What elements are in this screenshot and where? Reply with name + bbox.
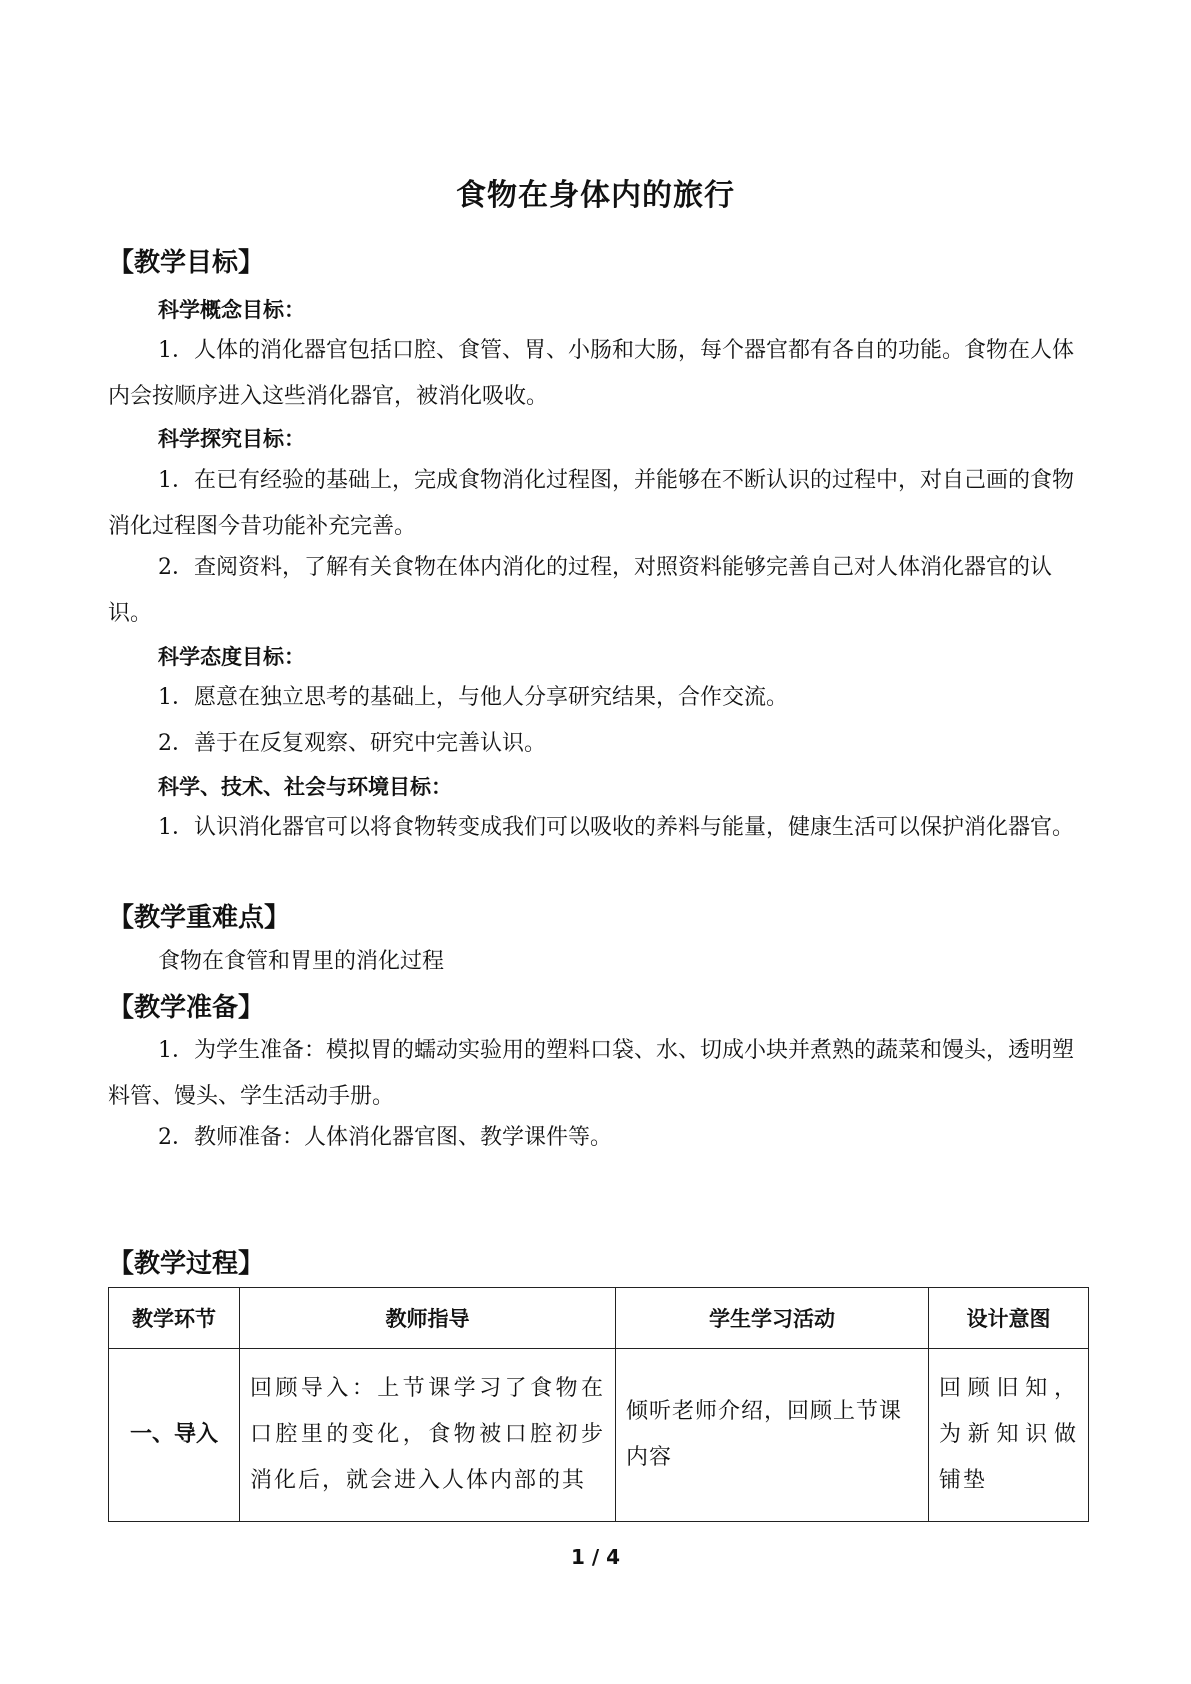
page-number: 1 / 4 xyxy=(570,1545,621,1569)
section-heading-process: 【教学过程】 xyxy=(108,1249,265,1279)
section-heading-objectives: 【教学目标】 xyxy=(108,248,265,278)
document-title: 食物在身体内的旅行 xyxy=(456,178,735,213)
concept-item-1: 1．人体的消化器官包括口腔、食管、胃、小肠和大肠，每个器官都有各自的功能。食物在人体内会按顺序进入这些消化器官，被消化吸收。 xyxy=(108,338,1075,409)
attitude-item-1: 1．愿意在独立思考的基础上，与他人分享研究结果，合作交流。 xyxy=(158,685,788,710)
inquiry-item-2: 2．查阅资料，了解有关食物在体内消化的过程，对照资料能够完善自己对人体消化器官的认识。 xyxy=(108,555,1053,626)
table-row xyxy=(109,1349,1089,1522)
student-cell xyxy=(616,1349,929,1522)
subheading-attitude: 科学态度目标： xyxy=(158,645,305,669)
subheading-stse: 科学、技术、社会与环境目标： xyxy=(158,775,452,799)
section-heading-preparation: 【教学准备】 xyxy=(108,993,265,1023)
intent-cell xyxy=(929,1349,1089,1522)
column-header-stage: 教学环节 xyxy=(109,1288,240,1349)
teacher-cell-text: 回顾导入：上节课学习了食物在口腔里的变化，食物被口腔初步消化后，就会进入人体内部的其 xyxy=(250,1376,605,1493)
process-table xyxy=(108,1287,1089,1522)
section-heading-key-points: 【教学重难点】 xyxy=(108,903,291,933)
intent-cell-text: 回顾旧知，为新知识做铺垫 xyxy=(939,1376,1078,1493)
stage-cell: 一、导入 xyxy=(109,1349,240,1522)
preparation-item-1: 1．为学生准备：模拟胃的蠕动实验用的塑料口袋、水、切成小块并煮熟的蔬菜和馒头，透明塑料管、馒头、学生活动手册。 xyxy=(108,1038,1075,1109)
teacher-cell xyxy=(240,1349,616,1522)
attitude-item-2: 2．善于在反复观察、研究中完善认识。 xyxy=(158,731,546,756)
stse-item-1: 1．认识消化器官可以将食物转变成我们可以吸收的养料与能量，健康生活可以保护消化器官。 xyxy=(158,815,1075,840)
student-cell-text: 倾听老师介绍，回顾上节课内容 xyxy=(626,1399,903,1470)
column-header-student: 学生学习活动 xyxy=(616,1288,929,1349)
column-header-intent: 设计意图 xyxy=(929,1288,1089,1349)
preparation-item-2: 2．教师准备：人体消化器官图、教学课件等。 xyxy=(158,1125,612,1150)
column-header-teacher: 教师指导 xyxy=(240,1288,616,1349)
subheading-concept: 科学概念目标： xyxy=(158,298,305,322)
table-header-row xyxy=(109,1288,1089,1349)
key-points-text: 食物在食管和胃里的消化过程 xyxy=(158,949,445,974)
inquiry-item-1: 1．在已有经验的基础上，完成食物消化过程图，并能够在不断认识的过程中，对自己画的食物消化过程图今昔功能补充完善。 xyxy=(108,468,1075,539)
subheading-inquiry: 科学探究目标： xyxy=(158,427,305,451)
